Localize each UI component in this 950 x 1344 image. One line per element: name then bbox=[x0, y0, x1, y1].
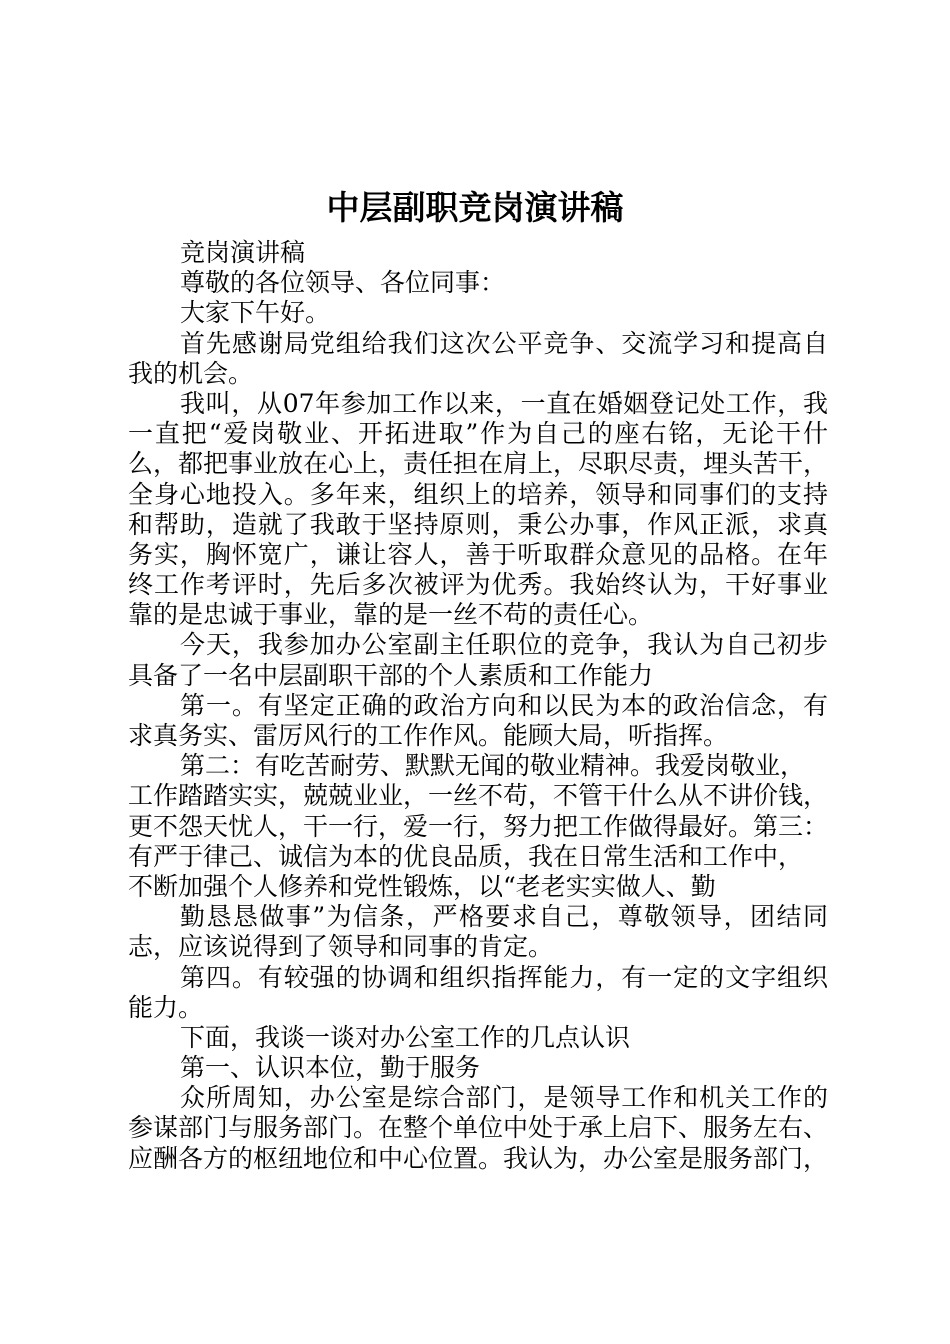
text-line: 我的机会。 bbox=[128, 358, 254, 388]
text-line: 求真务实、雷厉风行的工作作风。能顾大局，听指挥。 bbox=[128, 721, 729, 750]
document-body bbox=[128, 238, 828, 1174]
text-line: 务实，胸怀宽广，谦让容人，善于听取群众意见的品格。在年 bbox=[128, 539, 828, 569]
text-line: 众所周知，办公室是综合部门，是领导工作和机关工作的 bbox=[180, 1083, 828, 1113]
text-line: 工作踏踏实实，兢兢业业，一丝不苟，不管干什么从不讲价钱， bbox=[128, 781, 829, 811]
text-line: 有严于律己、诚信为本的优良品质，我在日常生活和工作中， bbox=[128, 841, 804, 871]
text-line: 一直把“爱岗敬业、开拓进取”作为自己的座右铭，无论干什 bbox=[128, 419, 828, 449]
text-line: 今天，我参加办公室副主任职位的竞争，我认为自己初步 bbox=[180, 630, 828, 660]
document-title: 中层副职竞岗演讲稿 bbox=[326, 188, 624, 227]
text-line: 靠的是忠诚于事业，靠的是一丝不苟的责任心。 bbox=[128, 600, 654, 630]
text-line: 具备了一名中层副职干部的个人素质和工作能力 bbox=[128, 660, 654, 690]
text-line: 全身心地投入。多年来，组织上的培养，领导和同事们的支持 bbox=[128, 479, 828, 509]
text-line: 更不怨天忧人，干一行，爱一行，努力把工作做得最好。第三： bbox=[128, 811, 829, 841]
text-line: 第一。有坚定正确的政治方向和以民为本的政治信念，有 bbox=[180, 690, 828, 720]
text-line: 我叫，从07年参加工作以来，一直在婚姻登记处工作，我 bbox=[180, 388, 828, 418]
text-line: 竞岗演讲稿 bbox=[180, 238, 306, 267]
text-line: 不断加强个人修养和党性锻炼，以“老老实实做人、勤 bbox=[128, 871, 716, 901]
text-line: 和帮助，造就了我敢于坚持原则，秉公办事，作风正派，求真 bbox=[128, 509, 828, 539]
text-line: 勤恳恳做事”为信条，严格要求自己，尊敬领导，团结同 bbox=[180, 902, 828, 932]
text-line: 参谋部门与服务部门。在整个单位中处于承上启下、服务左右、 bbox=[128, 1113, 829, 1143]
text-line: 大家下午好。 bbox=[180, 298, 331, 328]
text-line: 第四。有较强的协调和组织指挥能力，有一定的文字组织 bbox=[180, 962, 828, 992]
text-line: 第一、认识本位，勤于服务 bbox=[180, 1053, 481, 1083]
text-line: 应酬各方的枢纽地位和中心位置。我认为，办公室是服务部门， bbox=[128, 1143, 829, 1173]
text-line: 尊敬的各位领导、各位同事： bbox=[180, 268, 506, 298]
text-line: 终工作考评时，先后多次被评为优秀。我始终认为，干好事业 bbox=[128, 570, 828, 600]
text-line: 志，应该说得到了领导和同事的肯定。 bbox=[128, 932, 554, 962]
text-line: 下面，我谈一谈对办公室工作的几点认识 bbox=[180, 1022, 631, 1052]
text-line: 首先感谢局党组给我们这次公平竞争、交流学习和提高自 bbox=[180, 328, 828, 358]
text-line: 么，都把事业放在心上，责任担在肩上，尽职尽责，埋头苦干， bbox=[128, 449, 829, 479]
text-line: 能力。 bbox=[128, 992, 204, 1022]
text-line: 第二：有吃苦耐劳、默默无闻的敬业精神。我爱岗敬业， bbox=[180, 751, 806, 781]
